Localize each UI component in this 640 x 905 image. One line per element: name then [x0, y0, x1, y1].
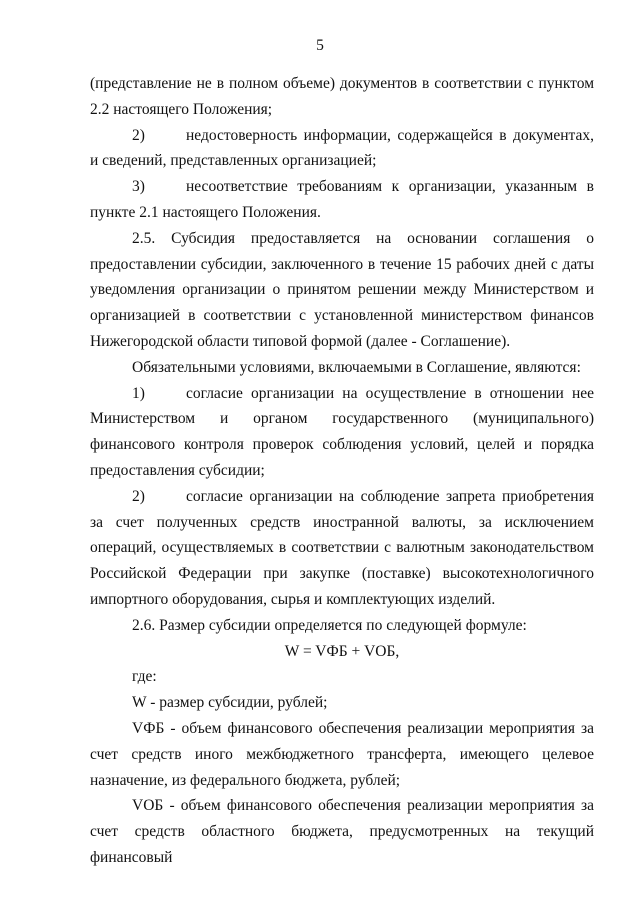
- paragraph-text: VОБ - объем финансового обеспечения реализации мероприятия за счет средств областного бюджета, предусмотренных на текущий финансовый: [90, 797, 594, 866]
- list-item-text: согласие организации на соблюдение запрета приобретения за счет полученных средств иностранной валюты, за исключением операций, осуществляемых в соответствии с валютным законодательством Российской Федерации при закупке (поставке) высокотехнологичного импортного оборудования, сырья и комплектующих изделий.: [90, 487, 594, 608]
- paragraph-text: 2.6. Размер субсидии определяется по следующей формуле:: [132, 616, 527, 634]
- paragraph-text: VФБ - объем финансового обеспечения реализации мероприятия за счет средств иного межбюджетного трансферта, имеющего целевое назначение, из федерального бюджета, рублей;: [90, 719, 594, 789]
- list-number: 1): [132, 384, 145, 402]
- formula-text: W = VФБ + VОБ,: [284, 642, 400, 660]
- list-number: 2): [132, 126, 145, 144]
- document-body: [90, 71, 594, 871]
- paragraph-continuation: [90, 71, 594, 123]
- page-number: 5: [316, 37, 324, 54]
- paragraph-where: [90, 664, 594, 690]
- paragraph-2-5: [90, 226, 594, 355]
- definition-vob: [90, 793, 594, 870]
- paragraph-2-6: [90, 613, 594, 639]
- paragraph-text: 2.5. Субсидия предоставляется на основании соглашения о предоставлении субсидии, заключенного в течение 15 рабочих дней с даты уведомления организации о принятом решении между Министерством и организацией в соответствии с установленной министерством финансов Нижегородской области типовой формой (далее - Соглашение).: [90, 229, 594, 350]
- formula: [90, 639, 594, 665]
- list-item-2: [90, 123, 594, 175]
- list-number: 3): [132, 178, 145, 196]
- paragraph-text: Обязательными условиями, включаемыми в Соглашение, являются:: [132, 358, 581, 376]
- list-number: 2): [132, 487, 145, 505]
- paragraph-conditions: [90, 355, 594, 381]
- condition-item-2: [90, 484, 594, 613]
- definition-w: [90, 690, 594, 716]
- list-item-3: [90, 174, 594, 226]
- list-item-text: несоответствие требованиям к организации, указанным в пункте 2.1 настоящего Положения.: [90, 178, 594, 221]
- list-item-text: недостоверность информации, содержащейся в документах, и сведений, представленных организацией;: [90, 126, 594, 170]
- definition-vfb: [90, 716, 594, 793]
- list-item-text: согласие организации на осуществление в отношении нее Министерством и органом государственного (муниципального) финансового контроля проверок соблюдения условий, целей и порядка предоставления субсидии;: [90, 384, 594, 479]
- condition-item-1: [90, 381, 594, 484]
- paragraph-text: W - размер субсидии, рублей;: [132, 694, 328, 712]
- paragraph-text: (представление не в полном объеме) документов в соответствии с пунктом 2.2 настоящего Положения;: [90, 75, 594, 118]
- paragraph-text: где:: [132, 668, 157, 686]
